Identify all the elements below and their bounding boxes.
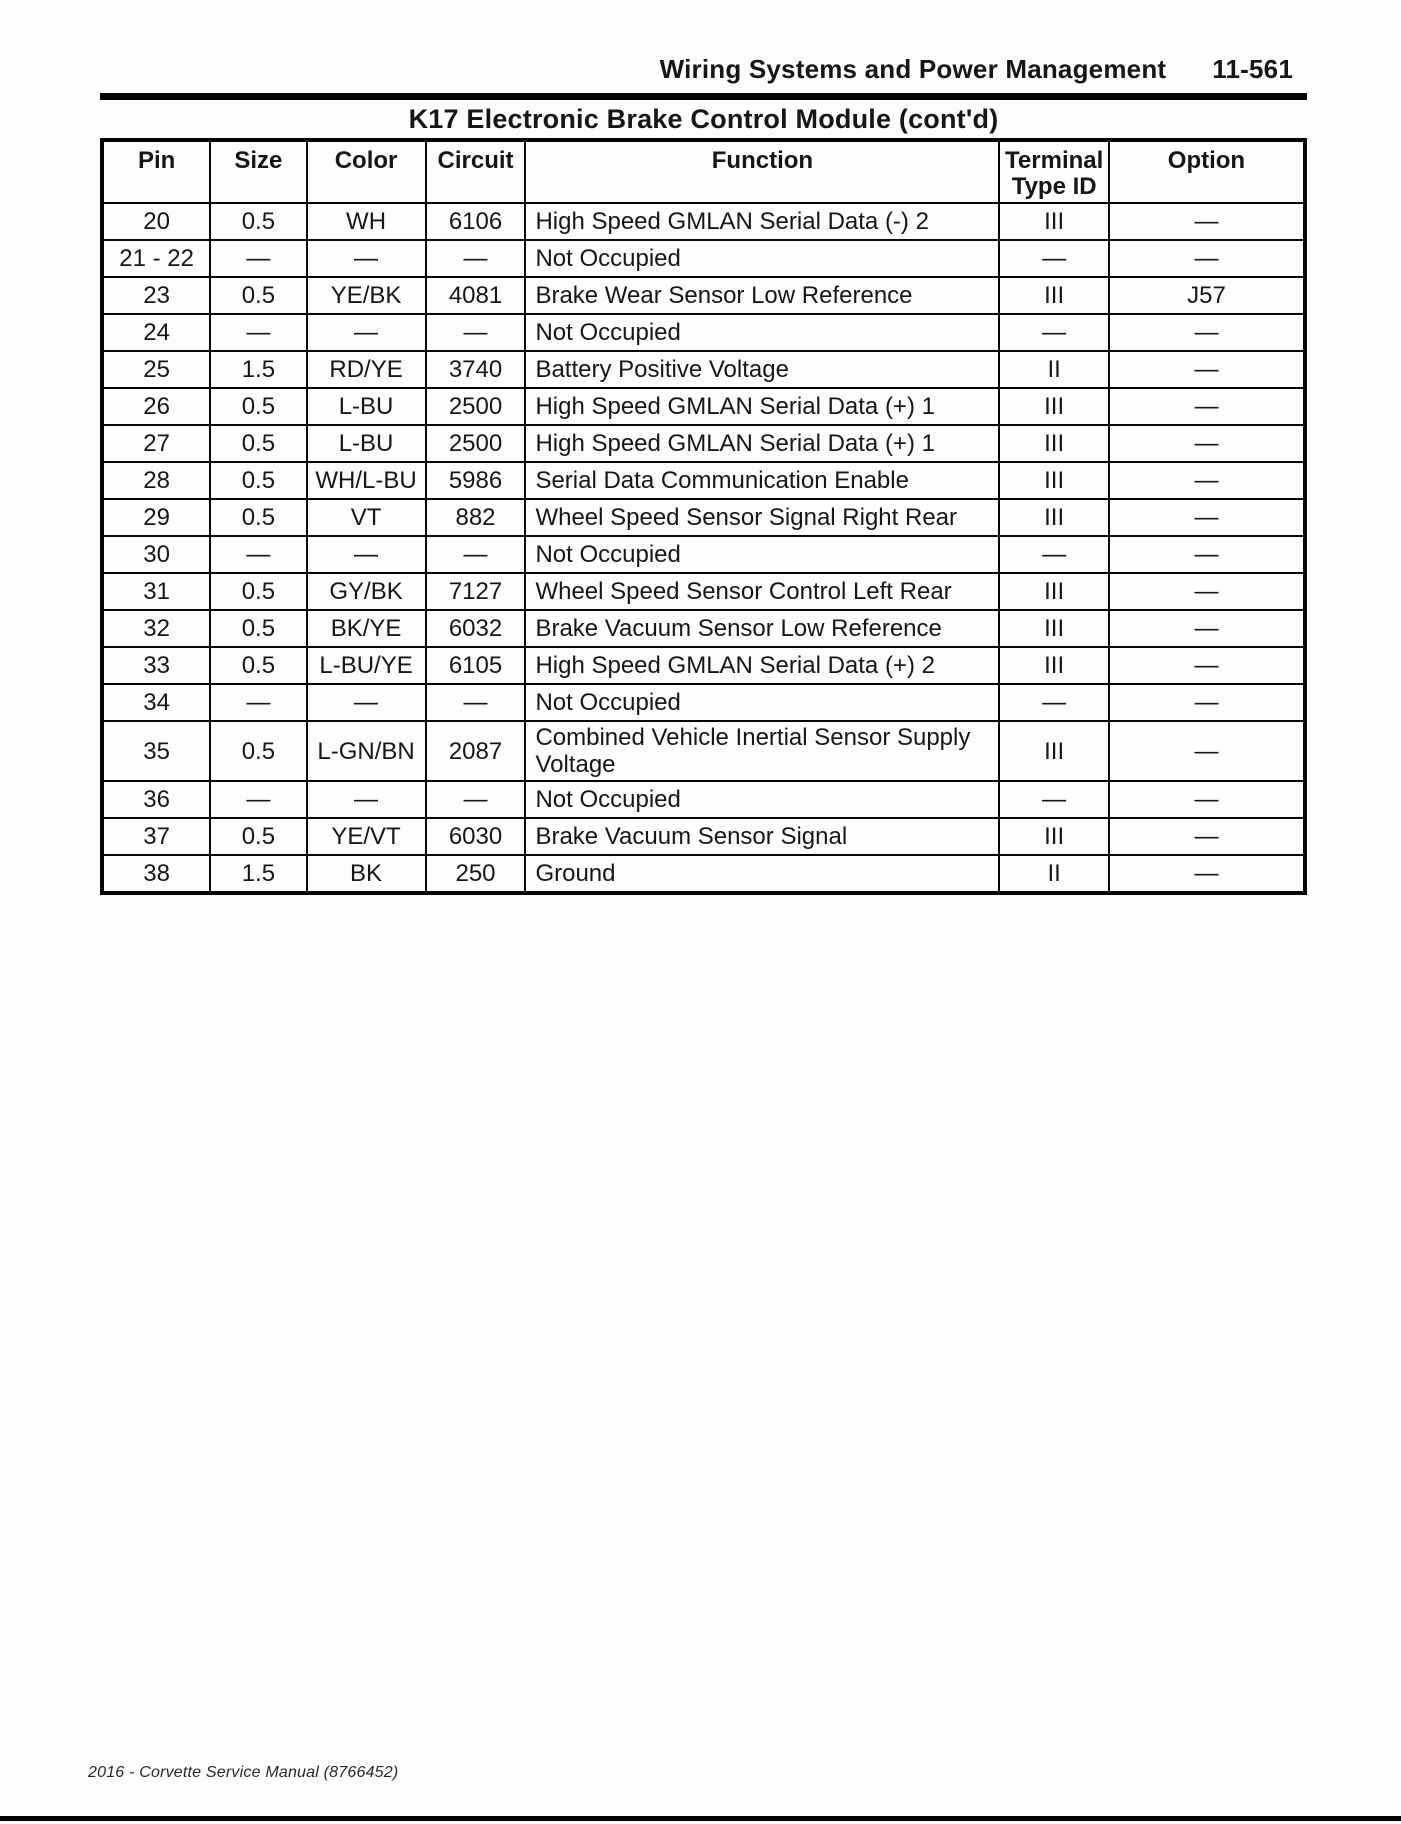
table-row-pin-38 bbox=[102, 855, 1305, 893]
cell-color: YE/VT bbox=[307, 818, 426, 855]
cell-color: RD/YE bbox=[307, 351, 426, 388]
cell-terminal: — bbox=[999, 781, 1108, 818]
cell-size: — bbox=[210, 536, 306, 573]
cell-color: VT bbox=[307, 499, 426, 536]
cell-size: 0.5 bbox=[210, 277, 306, 314]
table-row-pin-29 bbox=[102, 499, 1305, 536]
cell-color: BK/YE bbox=[307, 610, 426, 647]
cell-color: L-BU/YE bbox=[307, 647, 426, 684]
cell-terminal: III bbox=[999, 425, 1108, 462]
cell-color: — bbox=[307, 314, 426, 351]
cell-size: 0.5 bbox=[210, 610, 306, 647]
cell-circuit: 7127 bbox=[426, 573, 526, 610]
cell-circuit: 6032 bbox=[426, 610, 526, 647]
cell-size: 0.5 bbox=[210, 425, 306, 462]
cell-terminal: — bbox=[999, 684, 1108, 721]
cell-terminal: II bbox=[999, 351, 1108, 388]
table-row-pin-25 bbox=[102, 351, 1305, 388]
cell-circuit: 6106 bbox=[426, 203, 526, 240]
cell-option: — bbox=[1109, 388, 1305, 425]
cell-color: YE/BK bbox=[307, 277, 426, 314]
cell-pin: 34 bbox=[102, 684, 210, 721]
cell-terminal: — bbox=[999, 240, 1108, 277]
column-header-color: Color bbox=[307, 140, 426, 203]
cell-option: — bbox=[1109, 781, 1305, 818]
column-header-terminal: Terminal Type ID bbox=[999, 140, 1108, 203]
header-row bbox=[102, 140, 1305, 203]
cell-option: — bbox=[1109, 425, 1305, 462]
cell-pin: 38 bbox=[102, 855, 210, 893]
cell-circuit: — bbox=[426, 240, 526, 277]
cell-color: L-BU bbox=[307, 425, 426, 462]
cell-option: — bbox=[1109, 721, 1305, 781]
cell-size: 0.5 bbox=[210, 647, 306, 684]
cell-size: 1.5 bbox=[210, 855, 306, 893]
cell-circuit: 4081 bbox=[426, 277, 526, 314]
cell-circuit: 3740 bbox=[426, 351, 526, 388]
cell-function: Wheel Speed Sensor Signal Right Rear bbox=[525, 499, 999, 536]
cell-terminal: III bbox=[999, 203, 1108, 240]
pinout-table bbox=[100, 138, 1307, 895]
cell-terminal: — bbox=[999, 536, 1108, 573]
cell-circuit: 5986 bbox=[426, 462, 526, 499]
cell-function: Not Occupied bbox=[525, 240, 999, 277]
cell-color: BK bbox=[307, 855, 426, 893]
cell-option: — bbox=[1109, 647, 1305, 684]
cell-pin: 36 bbox=[102, 781, 210, 818]
table-row-pin-28 bbox=[102, 462, 1305, 499]
cell-pin: 26 bbox=[102, 388, 210, 425]
cell-circuit: 882 bbox=[426, 499, 526, 536]
cell-terminal: III bbox=[999, 573, 1108, 610]
cell-color: — bbox=[307, 781, 426, 818]
cell-terminal: III bbox=[999, 499, 1108, 536]
cell-size: — bbox=[210, 240, 306, 277]
cell-option: — bbox=[1109, 462, 1305, 499]
table-row-pin-24 bbox=[102, 314, 1305, 351]
cell-size: 0.5 bbox=[210, 573, 306, 610]
cell-size: 0.5 bbox=[210, 462, 306, 499]
cell-terminal: III bbox=[999, 277, 1108, 314]
cell-color: — bbox=[307, 536, 426, 573]
cell-circuit: 250 bbox=[426, 855, 526, 893]
cell-terminal: III bbox=[999, 818, 1108, 855]
cell-option: — bbox=[1109, 818, 1305, 855]
cell-size: — bbox=[210, 684, 306, 721]
cell-terminal: III bbox=[999, 610, 1108, 647]
section-title: Wiring Systems and Power Management bbox=[659, 54, 1167, 84]
cell-circuit: — bbox=[426, 536, 526, 573]
cell-circuit: 6105 bbox=[426, 647, 526, 684]
cell-size: 0.5 bbox=[210, 818, 306, 855]
table-row-pin-27 bbox=[102, 425, 1305, 462]
column-header-pin: Pin bbox=[102, 140, 210, 203]
cell-color: L-BU bbox=[307, 388, 426, 425]
table-body bbox=[102, 203, 1305, 893]
cell-size: — bbox=[210, 314, 306, 351]
cell-color: WH bbox=[307, 203, 426, 240]
cell-pin: 20 bbox=[102, 203, 210, 240]
cell-function: Wheel Speed Sensor Control Left Rear bbox=[525, 573, 999, 610]
cell-pin: 23 bbox=[102, 277, 210, 314]
cell-option: — bbox=[1109, 351, 1305, 388]
table-row-pin-23 bbox=[102, 277, 1305, 314]
table-row-pin-30 bbox=[102, 536, 1305, 573]
table-row-pin-36 bbox=[102, 781, 1305, 818]
cell-size: 0.5 bbox=[210, 388, 306, 425]
cell-option: — bbox=[1109, 536, 1305, 573]
cell-circuit: — bbox=[426, 684, 526, 721]
cell-pin: 32 bbox=[102, 610, 210, 647]
cell-size: 1.5 bbox=[210, 351, 306, 388]
cell-pin: 21 - 22 bbox=[102, 240, 210, 277]
cell-circuit: — bbox=[426, 314, 526, 351]
cell-function: Ground bbox=[525, 855, 999, 893]
table-row-pin-34 bbox=[102, 684, 1305, 721]
table-row-pin-31 bbox=[102, 573, 1305, 610]
cell-pin: 25 bbox=[102, 351, 210, 388]
cell-function: Brake Vacuum Sensor Low Reference bbox=[525, 610, 999, 647]
cell-pin: 35 bbox=[102, 721, 210, 781]
cell-option: — bbox=[1109, 684, 1305, 721]
cell-color: GY/BK bbox=[307, 573, 426, 610]
cell-terminal: II bbox=[999, 855, 1108, 893]
column-header-circuit: Circuit bbox=[426, 140, 526, 203]
cell-function: High Speed GMLAN Serial Data (+) 2 bbox=[525, 647, 999, 684]
table-row-pin-26 bbox=[102, 388, 1305, 425]
cell-option: — bbox=[1109, 573, 1305, 610]
cell-option: — bbox=[1109, 610, 1305, 647]
cell-function: Not Occupied bbox=[525, 781, 999, 818]
cell-option: — bbox=[1109, 203, 1305, 240]
table-row-pin-21-22 bbox=[102, 240, 1305, 277]
table-row-pin-20 bbox=[102, 203, 1305, 240]
footer-note: 2016 - Corvette Service Manual (8766452) bbox=[88, 1764, 399, 1781]
cell-color: WH/L-BU bbox=[307, 462, 426, 499]
cell-function: Not Occupied bbox=[525, 684, 999, 721]
table-row-pin-33 bbox=[102, 647, 1305, 684]
cell-option: — bbox=[1109, 314, 1305, 351]
cell-color: L-GN/BN bbox=[307, 721, 426, 781]
cell-terminal: III bbox=[999, 721, 1108, 781]
cell-size: 0.5 bbox=[210, 721, 306, 781]
cell-function: Not Occupied bbox=[525, 536, 999, 573]
cell-pin: 29 bbox=[102, 499, 210, 536]
cell-terminal: — bbox=[999, 314, 1108, 351]
cell-pin: 30 bbox=[102, 536, 210, 573]
cell-circuit: 2500 bbox=[426, 425, 526, 462]
column-header-function: Function bbox=[525, 140, 999, 203]
cell-pin: 27 bbox=[102, 425, 210, 462]
cell-terminal: III bbox=[999, 647, 1108, 684]
cell-function: Not Occupied bbox=[525, 314, 999, 351]
cell-option: — bbox=[1109, 855, 1305, 893]
cell-function: Brake Wear Sensor Low Reference bbox=[525, 277, 999, 314]
page-bottom-edge-bar bbox=[0, 1816, 1401, 1821]
cell-terminal: III bbox=[999, 388, 1108, 425]
cell-circuit: 6030 bbox=[426, 818, 526, 855]
cell-option: J57 bbox=[1109, 277, 1305, 314]
cell-size: — bbox=[210, 781, 306, 818]
cell-circuit: 2500 bbox=[426, 388, 526, 425]
column-header-size: Size bbox=[210, 140, 306, 203]
table-row-pin-37 bbox=[102, 818, 1305, 855]
cell-circuit: 2087 bbox=[426, 721, 526, 781]
cell-circuit: — bbox=[426, 781, 526, 818]
cell-function: High Speed GMLAN Serial Data (-) 2 bbox=[525, 203, 999, 240]
page-content bbox=[100, 54, 1307, 895]
cell-option: — bbox=[1109, 499, 1305, 536]
cell-function: Combined Vehicle Inertial Sensor Supply Voltage bbox=[525, 721, 999, 781]
header-rule bbox=[100, 93, 1307, 100]
cell-color: — bbox=[307, 240, 426, 277]
cell-pin: 37 bbox=[102, 818, 210, 855]
page-header bbox=[100, 54, 1307, 84]
cell-pin: 28 bbox=[102, 462, 210, 499]
cell-function: High Speed GMLAN Serial Data (+) 1 bbox=[525, 425, 999, 462]
table-row-pin-32 bbox=[102, 610, 1305, 647]
table-head bbox=[102, 140, 1305, 203]
cell-function: Brake Vacuum Sensor Signal bbox=[525, 818, 999, 855]
cell-size: 0.5 bbox=[210, 499, 306, 536]
table-row-pin-35 bbox=[102, 721, 1305, 781]
table-title: K17 Electronic Brake Control Module (cont'd) bbox=[408, 104, 999, 134]
cell-pin: 24 bbox=[102, 314, 210, 351]
cell-function: High Speed GMLAN Serial Data (+) 1 bbox=[525, 388, 999, 425]
column-header-option: Option bbox=[1109, 140, 1305, 203]
cell-function: Serial Data Communication Enable bbox=[525, 462, 999, 499]
cell-color: — bbox=[307, 684, 426, 721]
cell-size: 0.5 bbox=[210, 203, 306, 240]
page-number: 11-561 bbox=[1212, 54, 1293, 84]
cell-pin: 33 bbox=[102, 647, 210, 684]
cell-function: Battery Positive Voltage bbox=[525, 351, 999, 388]
cell-option: — bbox=[1109, 240, 1305, 277]
cell-pin: 31 bbox=[102, 573, 210, 610]
cell-terminal: III bbox=[999, 462, 1108, 499]
